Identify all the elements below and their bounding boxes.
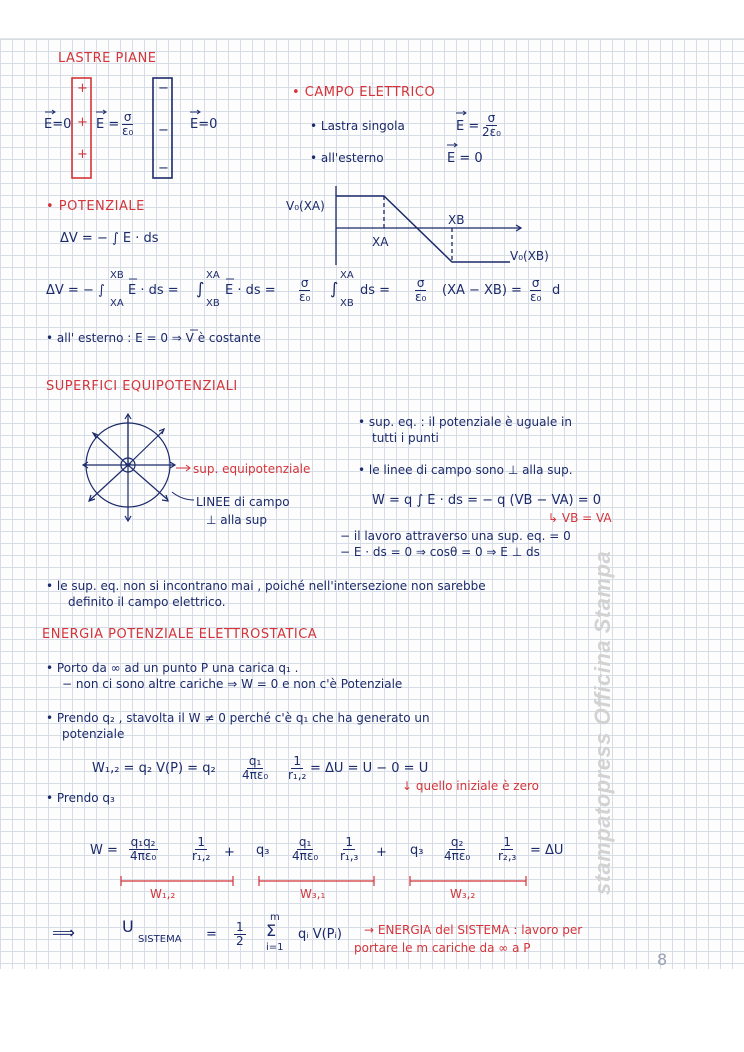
page-number: 8 <box>657 950 668 969</box>
brace-label-w32: W₃,₂ <box>450 887 476 901</box>
equi-note-b: definito il campo elettrico. <box>68 595 226 609</box>
equi-dash-1: − il lavoro attraverso una sup. eq. = 0 <box>340 529 571 543</box>
heading-potenziale: • POTENZIALE <box>46 199 145 214</box>
heading-superfici-equipotenziali: SUPERFICI EQUIPOTENZIALI <box>46 379 238 394</box>
implies-arrow: ⟹ <box>52 923 75 942</box>
graph-label-v-xb: V₀(XB) <box>510 249 549 263</box>
sum-lower: i=1 <box>266 942 284 953</box>
plate-plus-mid: + <box>77 115 88 130</box>
integral-3: ∫ <box>330 279 339 298</box>
campo-item-1: • Lastra singola <box>310 119 405 133</box>
label-perpendicular: ⊥ alla sup <box>206 513 267 527</box>
plate-minus-mid: − <box>158 123 169 138</box>
equi-bullet-2: • le linee di campo sono ⊥ alla sup. <box>358 463 573 477</box>
integral-2: ∫ <box>196 279 205 298</box>
one-over-r12: $\frac{1}{\text{r₁,₂}}$ <box>288 754 307 782</box>
sigma-over-eps-3: $\frac{\sigma}{\text{ε₀}}$ <box>415 276 427 304</box>
limit-xa-sub: XA <box>110 298 124 309</box>
work-braces <box>121 876 526 886</box>
dv-long-start: ΔV = − ∫ <box>46 283 105 298</box>
heading-energia-potenziale: ENERGIA POTENZIALE ELETTROSTATICA <box>42 627 318 642</box>
sigma-over-eps: $\frac{\sigma}{\text{ε₀}}$ <box>122 110 134 138</box>
q1-over-4pi-eps-b: $\frac{\text{q₁}}{\text{4πε₀}}$ <box>292 835 319 863</box>
energy-system-note-a: → ENERGIA del SISTEMA : lavoro per <box>364 923 583 937</box>
field-mid: E = <box>96 117 120 132</box>
qi-v-pi: qᵢ V(Pᵢ) <box>298 927 342 942</box>
campo-item-2: • all'esterno <box>310 151 384 165</box>
sigma-over-2eps: $\frac{\sigma}{\text{2ε₀}}$ <box>482 111 501 139</box>
graph-label-xb: XB <box>448 213 465 227</box>
equi-note-a: • le sup. eq. non si incontrano mai , poiché nell'intersezione non sarebbe <box>46 579 486 593</box>
limit-xa-sup2: XA <box>206 270 220 281</box>
distance-d: d <box>552 283 561 298</box>
label-field-lines: LINEE di campo <box>196 495 290 509</box>
plate-minus-bottom: − <box>158 161 169 176</box>
brace-label-w12: W₁,₂ <box>150 887 176 901</box>
equi-bullet-1b: tutti i punti <box>372 431 439 445</box>
one-over-r12-b: $\frac{1}{\text{r₁,₂}}$ <box>192 835 211 863</box>
plate-minus-top: − <box>158 81 169 96</box>
graph-label-v-xa: V₀(XA) <box>286 199 325 213</box>
e-ds-1: E · ds = <box>128 283 179 298</box>
campo-item-1-eq: E = <box>456 119 480 134</box>
w12-lhs: W₁,₂ = q₂ V(P) = q₂ <box>92 761 216 776</box>
q3-term-2: q₃ <box>410 843 424 858</box>
limit-xb-sub3: XB <box>340 298 354 309</box>
energy-system-note-b: portare le m cariche da ∞ a P <box>354 941 531 955</box>
energia-bullet-2b: potenziale <box>62 727 125 741</box>
one-half: $\frac{1}{2}$ <box>236 920 244 948</box>
limit-xa-sup3: XA <box>340 270 354 281</box>
label-equipotential-surface: sup. equipotenziale <box>193 462 311 476</box>
one-over-r13: $\frac{1}{\text{r₁,₃}}$ <box>340 835 359 863</box>
dv-definition: ΔV = − ∫ E · ds <box>60 231 159 246</box>
sum-symbol: Σ <box>266 921 277 940</box>
w-total-lhs: W = <box>90 843 118 858</box>
limit-xb-sup: XB <box>110 270 124 281</box>
energia-bullet-1b: − non ci sono altre cariche ⇒ W = 0 e non c'è Potenziale <box>62 677 403 691</box>
sum-upper: m <box>270 912 280 923</box>
equi-dash-2: − E · ds = 0 ⇒ cosθ = 0 ⇒ E ⊥ ds <box>340 545 540 559</box>
plate-plus-bottom: + <box>77 147 88 162</box>
limit-xb-sub2: XB <box>206 298 220 309</box>
energia-bullet-3: • Prendo q₃ <box>46 791 115 805</box>
field-right: E=0 <box>190 117 218 132</box>
q3-term-1: q₃ <box>256 843 270 858</box>
energia-bullet-2a: • Prendo q₂ , stavolta il W ≠ 0 perché c'è q₁ che ha generato un <box>46 711 430 725</box>
e-ds-2: E · ds = <box>225 283 276 298</box>
ds-3: ds = <box>360 283 391 298</box>
w12-rhs: = ΔU = U − 0 = U <box>310 761 429 776</box>
u-subscript-sistema: SISTEMA <box>138 934 182 945</box>
potential-graph <box>336 186 521 265</box>
q2-over-4pi-eps: $\frac{\text{q₂}}{\text{4πε₀}}$ <box>444 835 471 863</box>
plus-2: + <box>376 845 387 860</box>
sigma-over-eps-2: $\frac{\sigma}{\text{ε₀}}$ <box>299 276 311 304</box>
sphere-charge-plus: + <box>124 459 133 470</box>
graph-label-xa: XA <box>372 235 389 249</box>
work-equation: W = q ∫ E · ds = − q (VB − VA) = 0 <box>372 493 601 508</box>
field-left: E=0 <box>44 117 72 132</box>
heading-lastre-piane: LASTRE PIANE <box>58 51 157 66</box>
equals-sign: = <box>206 927 217 942</box>
equi-bullet-1a: • sup. eq. : il potenziale è uguale in <box>358 415 572 429</box>
vb-equals-va: ↳ VB = VA <box>548 511 612 525</box>
u-symbol: U <box>122 917 134 936</box>
plus-1: + <box>224 845 235 860</box>
one-over-r23: $\frac{1}{\text{r₂,₃}}$ <box>498 835 517 863</box>
xa-minus-xb: (XA − XB) = <box>442 283 522 298</box>
q1-over-4pi-eps: $\frac{\text{q₁}}{\text{4πε₀}}$ <box>242 754 269 782</box>
equals-delta-u: = ΔU <box>530 843 564 858</box>
plate-plus-top: + <box>77 81 88 96</box>
potential-outside-note: • all' esterno : E = 0 ⇒ V è costante <box>46 331 261 345</box>
initial-zero-note: ↓ quello iniziale è zero <box>402 779 539 793</box>
brace-label-w31: W₃,₁ <box>300 887 326 901</box>
energia-bullet-1a: • Porto da ∞ ad un punto P una carica q₁ . <box>46 661 299 675</box>
q1q2-over-4pi-eps: $\frac{\text{q₁q₂}}{\text{4πε₀}}$ <box>130 835 157 863</box>
watermark: stampatopress Officina Stampa <box>590 550 615 895</box>
campo-item-2-eq: E = 0 <box>447 151 483 166</box>
sigma-over-eps-4: $\frac{\sigma}{\text{ε₀}}$ <box>530 276 542 304</box>
heading-campo-elettrico: • CAMPO ELETTRICO <box>292 85 436 100</box>
